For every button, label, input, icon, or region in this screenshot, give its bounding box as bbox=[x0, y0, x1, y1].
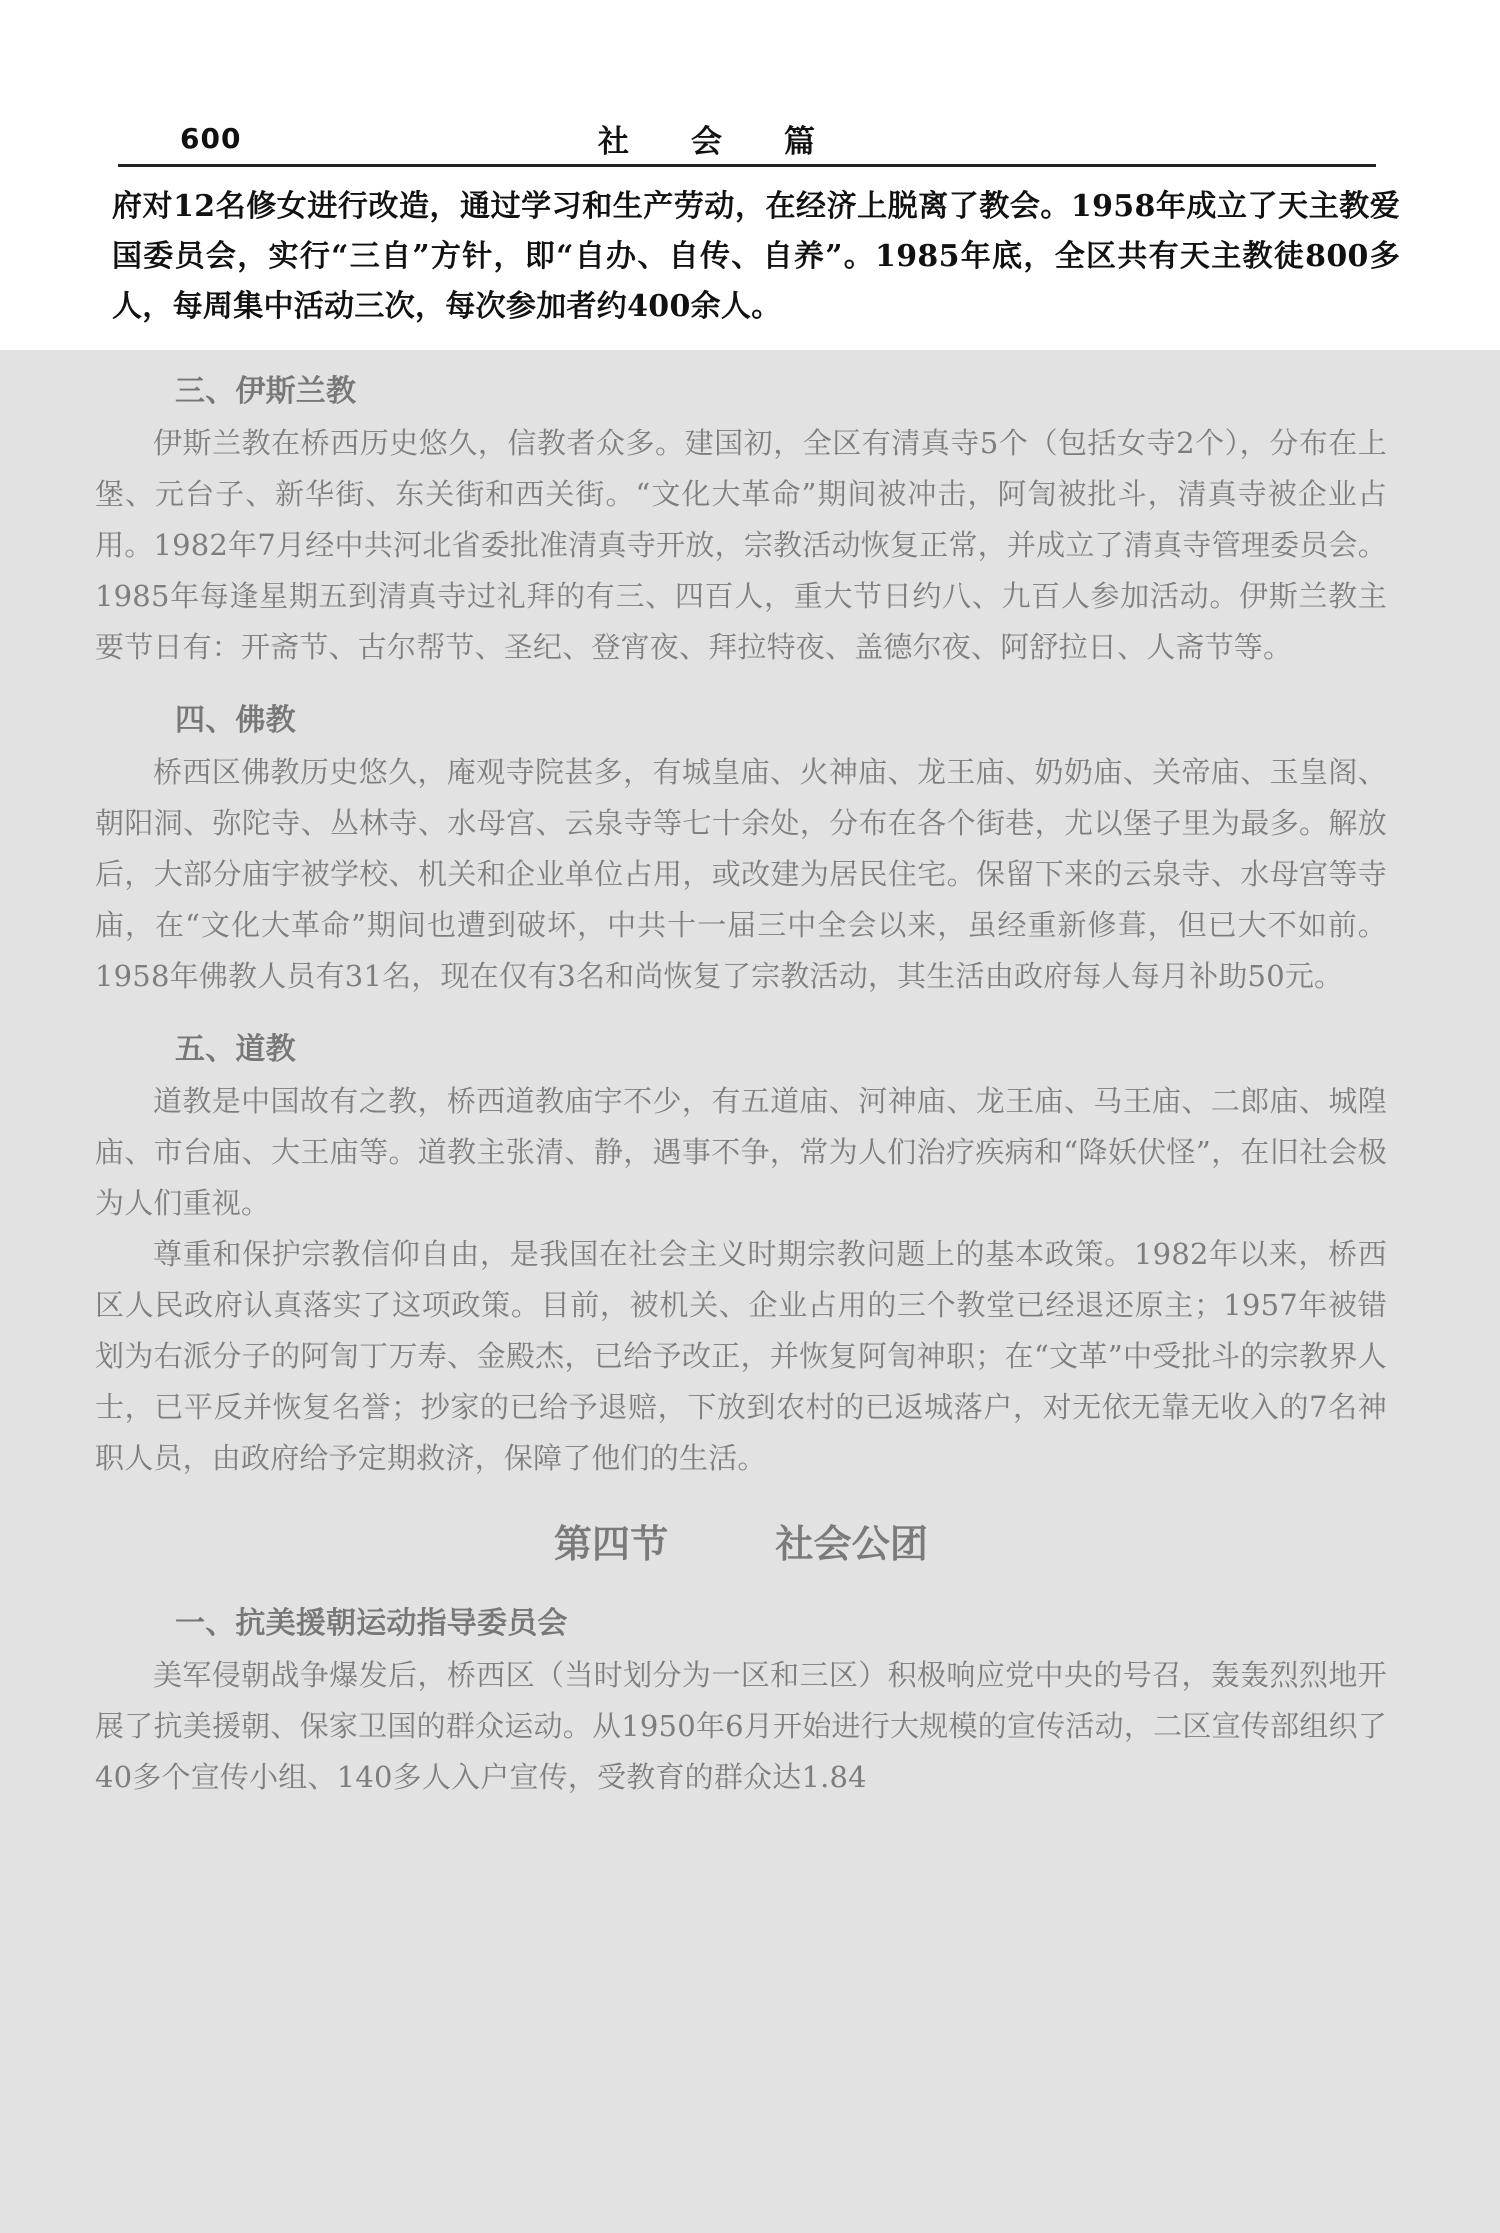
section-heading-islam: 三、伊斯兰教 bbox=[175, 374, 357, 409]
header-rule bbox=[118, 164, 1376, 167]
subsection-paragraph: 美军侵朝战争爆发后，桥西区（当时划分为一区和三区）积极响应党中央的号召，轰轰烈烈地开展了抗美援朝、保家卫国的群众运动。从1950年6月开始进行大规模的宣传活动，二区宣传部组织了40多个宣传小组、140多人入户宣传，受教育的群众达1.84 bbox=[95, 1658, 1387, 1794]
chapter-section-number: 第四节 bbox=[553, 1521, 669, 1566]
running-title: 社会篇 bbox=[598, 124, 877, 160]
section-heading-taoism: 五、道教 bbox=[175, 1032, 296, 1067]
chapter-section-title: 社会公团 bbox=[775, 1521, 929, 1566]
section-gap bbox=[95, 1002, 1387, 1024]
page-header bbox=[118, 112, 1376, 170]
top-text-block bbox=[112, 182, 1400, 332]
subsection-heading: 一、抗美援朝运动指导委员会 bbox=[175, 1606, 568, 1641]
chapter-title bbox=[95, 1512, 1387, 1576]
paragraph-taoism-2: 尊重和保护宗教信仰自由，是我国在社会主义时期宗教问题上的基本政策。1982年以来，桥西区人民政府认真落实了这项政策。目前，被机关、企业占用的三个教堂已经退还原主；1957年被错划为右派分子的阿訇丁万寿、金殿杰，已给予改正，并恢复阿訇神职；在“文革”中受批斗的宗教界人士，已平反并恢复名誉；抄家的已给予退赔，下放到农村的已返城落户，对无依无靠无收入的7名神职人员，由政府给予定期救济，保障了他们的生活。 bbox=[95, 1237, 1387, 1475]
page-number: 600 bbox=[180, 122, 242, 155]
paragraph-islam: 伊斯兰教在桥西历史悠久，信教者众多。建国初，全区有清真寺5个（包括女寺2个），分布在上堡、元台子、新华街、东关街和西关街。“文化大革命”期间被冲击，阿訇被批斗，清真寺被企业占用。1982年7月经中共河北省委批准清真寺开放，宗教活动恢复正常，并成立了清真寺管理委员会。1985年每逢星期五到清真寺过礼拜的有三、四百人，重大节日约八、九百人参加活动。伊斯兰教主要节日有：开斋节、古尔帮节、圣纪、登宵夜、拜拉特夜、盖德尔夜、阿舒拉日、人斋节等。 bbox=[95, 426, 1387, 664]
subsection-gap bbox=[95, 1576, 1387, 1598]
top-paragraph: 府对12名修女进行改造，通过学习和生产劳动，在经济上脱离了教会。1958年成立了天主教爱国委员会，实行“三自”方针，即“自办、自传、自养”。1985年底，全区共有天主教徒800多人，每周集中活动三次，每次参加者约400余人。 bbox=[112, 189, 1400, 324]
gray-content bbox=[95, 366, 1387, 1803]
chapter-gap bbox=[95, 1484, 1387, 1512]
section-gap bbox=[95, 673, 1387, 695]
paragraph-taoism-1: 道教是中国故有之教，桥西道教庙宇不少，有五道庙、河神庙、龙王庙、马王庙、二郎庙、城隍庙、市台庙、大王庙等。道教主张清、静，遇事不争，常为人们治疗疾病和“降妖伏怪”，在旧社会极为人们重视。 bbox=[95, 1084, 1387, 1220]
section-heading-buddhism: 四、佛教 bbox=[175, 703, 296, 738]
paragraph-buddhism: 桥西区佛教历史悠久，庵观寺院甚多，有城皇庙、火神庙、龙王庙、奶奶庙、关帝庙、玉皇阁、朝阳洞、弥陀寺、丛林寺、水母宫、云泉寺等七十余处，分布在各个街巷，尤以堡子里为最多。解放后，大部分庙宇被学校、机关和企业单位占用，或改建为居民住宅。保留下来的云泉寺、水母宫等寺庙，在“文化大革命”期间也遭到破坏，中共十一届三中全会以来，虽经重新修葺，但已大不如前。1958年佛教人员有31名，现在仅有3名和尚恢复了宗教活动，其生活由政府每人每月补助50元。 bbox=[95, 755, 1387, 993]
